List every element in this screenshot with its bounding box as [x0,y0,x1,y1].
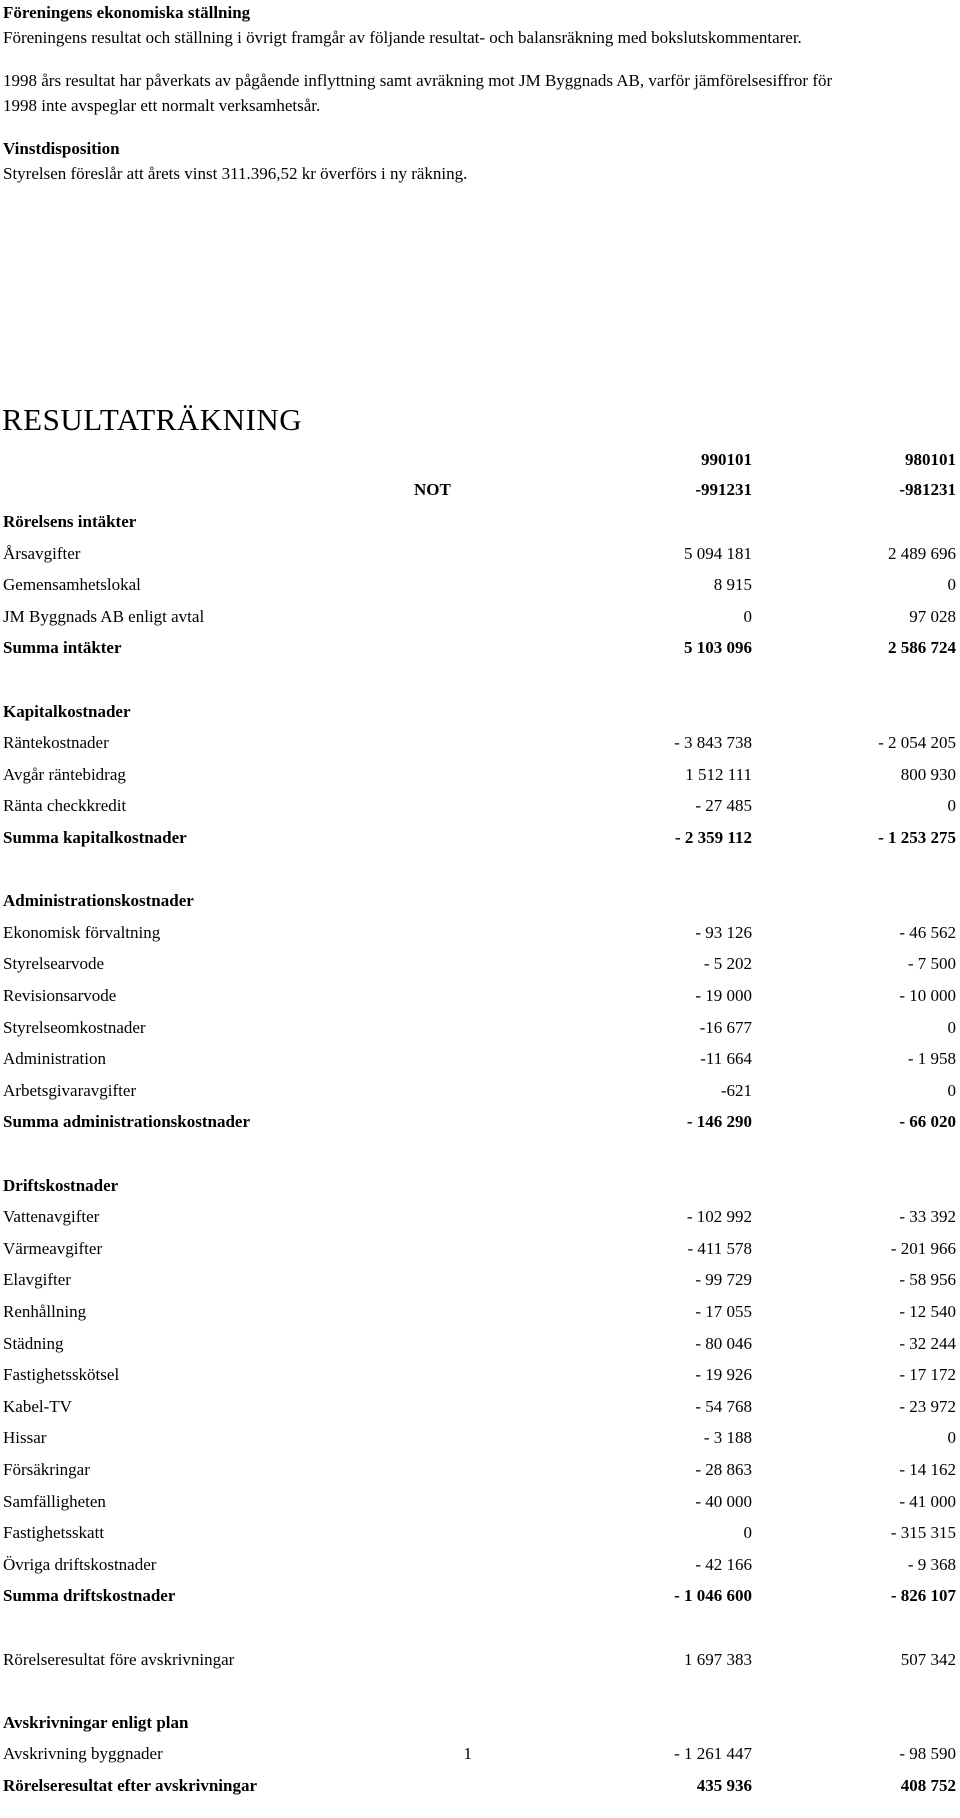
statement-row [0,697,960,727]
row-value-current: - 40 000 [695,1491,752,1511]
statement-row [0,886,960,916]
row-label: Avskrivningar enligt plan [3,1712,189,1732]
row-value-current: 0 [743,1523,752,1543]
statement-row [0,1708,960,1738]
row-value-current: - 1 046 600 [674,1586,752,1606]
intro-paragraph: Föreningens resultat och ställning i övrigt framgår av följande resultat- och balansräkning med bokslutskommentarer. [3,28,802,47]
row-label: Årsavgifter [3,543,81,563]
row-label: Rörelseresultat före avskrivningar [3,1649,235,1669]
row-value-previous: - 14 162 [899,1460,956,1479]
statement-row [0,1171,960,1201]
statement-row [0,1771,960,1801]
row-value-current: 5 103 096 [684,638,752,658]
row-label: Summa administrationskostnader [3,1112,251,1132]
row-value-current: - 3 188 [703,1428,752,1448]
row-value-current: -16 677 [699,1017,752,1037]
statement-spacer [0,1613,960,1643]
row-label: Fastighetsskatt [3,1523,105,1543]
row-label: Hissar [3,1428,47,1448]
statement-row [0,507,960,537]
row-label: Fastighetsskötsel [3,1365,120,1385]
statement-row [0,1423,960,1453]
intro-section [3,0,953,186]
period-2-start: 980101 [905,450,956,469]
row-value-previous: - 10 000 [899,986,956,1005]
row-label: Elavgifter [3,1270,71,1290]
row-label: Summa intäkter [3,638,122,658]
row-value-current: - 99 729 [695,1270,752,1290]
row-label: Försäkringar [3,1460,90,1479]
row-value-previous: 0 [947,1017,956,1037]
row-label: JM Byggnads AB enligt avtal [3,606,205,626]
row-label: Styrelsearvode [3,954,105,974]
row-value-current: - 54 768 [695,1396,752,1416]
row-value-current: - 19 926 [695,1365,752,1385]
row-value-previous: 0 [947,575,956,595]
row-value-current: - 411 578 [687,1238,752,1258]
row-value-current: 1 512 111 [685,764,752,784]
period-1-start: 990101 [701,450,752,469]
statement-row [0,570,960,600]
row-value-previous: 507 342 [900,1649,956,1669]
statement-row [0,1518,960,1548]
row-label: Summa driftskostnader [3,1586,176,1606]
row-value-previous: 97 028 [909,606,956,626]
statement-row [0,1392,960,1422]
statement-row [0,633,960,663]
row-value-previous: - 201 966 [890,1238,956,1258]
row-label: Driftskostnader [3,1175,119,1195]
statement-row [0,1739,960,1769]
statement-row [0,1265,960,1295]
statement-row [0,791,960,821]
statement-row [0,602,960,632]
row-label: Summa kapitalkostnader [3,828,187,847]
statement-row [0,1329,960,1359]
statement-row [0,728,960,758]
statement-row [0,1013,960,1043]
row-value-previous: - 315 315 [890,1523,956,1543]
note-column-header: NOT [414,480,451,499]
row-label: Ekonomisk förvaltning [3,922,161,942]
income-statement-title: RESULTATRÄKNING [2,402,303,437]
row-label: Städning [3,1333,64,1353]
row-value-previous: 0 [947,796,956,816]
row-value-current: 435 936 [696,1776,752,1795]
section-heading-profit-disposition: Vinstdisposition [3,139,120,158]
period-1-end: -991231 [695,480,752,499]
row-value-current: - 93 126 [695,922,752,942]
row-value-previous: 800 930 [900,764,956,784]
statement-row [0,1581,960,1611]
statement-row [0,1202,960,1232]
row-label: Rörelsens intäkter [3,512,137,531]
row-label: Gemensamhetslokal [3,575,141,595]
row-value-current: - 28 863 [695,1460,752,1479]
row-label: Samfälligheten [3,1491,106,1511]
profit-disposition-text: Styrelsen föreslår att årets vinst 311.396,52 kr överförs i ny räkning. [3,164,468,183]
comparison-note-line2: 1998 inte avspeglar ett normalt verksamhetsår. [3,96,321,115]
row-value-previous: 2 586 724 [888,638,956,658]
row-value-previous: 408 752 [900,1776,956,1795]
statement-row [0,1455,960,1485]
statement-row [0,1645,960,1675]
column-headers [0,445,960,505]
row-label: Övriga driftskostnader [3,1554,157,1574]
row-value-previous: 2 489 696 [888,543,956,563]
row-value-previous: - 1 958 [907,1049,956,1069]
row-value-current: -621 [720,1080,752,1100]
row-label: Administration [3,1049,106,1069]
row-value-previous: - 66 020 [899,1112,956,1132]
row-value-current: - 2 359 112 [675,828,752,847]
statement-row [0,539,960,569]
row-value-previous: - 46 562 [899,922,956,942]
row-label: Arbetsgivaravgifter [3,1080,137,1100]
row-label: Ränta checkkredit [3,796,127,816]
row-value-current: -11 664 [700,1049,752,1069]
row-label: Administrationskostnader [3,891,194,911]
row-value-current: - 146 290 [686,1112,752,1132]
row-value-current: 0 [743,606,752,626]
row-label: Styrelseomkostnader [3,1017,146,1037]
row-value-previous: - 17 172 [899,1365,956,1385]
statement-spacer [0,665,960,695]
row-label: Renhållning [3,1302,87,1321]
row-value-current: - 19 000 [695,986,752,1005]
section-heading-financial-position: Föreningens ekonomiska ställning [3,3,251,22]
row-value-previous: - 2 054 205 [878,733,956,753]
row-value-previous: - 58 956 [899,1270,956,1290]
row-value-current: - 5 202 [703,954,752,974]
row-label: Räntekostnader [3,733,109,753]
statement-row [0,918,960,948]
statement-row [0,1107,960,1137]
row-value-previous: - 9 368 [907,1554,956,1574]
statement-row [0,1297,960,1327]
statement-row [0,1550,960,1580]
row-value-previous: 0 [947,1080,956,1100]
row-value-previous: - 98 590 [899,1744,956,1764]
row-value-current: 1 697 383 [684,1649,752,1669]
statement-row [0,1487,960,1517]
statement-spacer [0,1676,960,1706]
statement-row [0,760,960,790]
row-value-current: 5 094 181 [684,543,752,563]
row-label: Avgår räntebidrag [3,764,126,784]
statement-row [0,981,960,1011]
row-value-previous: - 32 244 [899,1333,956,1353]
statement-spacer [0,1139,960,1169]
statement-row [0,1076,960,1106]
row-value-current: - 1 261 447 [674,1744,752,1764]
statement-spacer [0,855,960,885]
statement-row [0,1360,960,1390]
period-2-end: -981231 [899,480,956,499]
statement-row [0,1234,960,1264]
row-value-current: - 80 046 [695,1333,752,1353]
row-note: 1 [463,1744,472,1764]
row-label: Revisionsarvode [3,986,117,1005]
comparison-note-line1: 1998 års resultat har påverkats av pågående inflyttning samt avräkning mot JM Byggnads AB, varför jämförelsesiffror för [3,71,833,90]
row-label: Kabel-TV [3,1396,72,1416]
row-value-current: - 42 166 [695,1554,752,1574]
statement-row [0,823,960,853]
row-value-previous: 0 [947,1428,956,1448]
statement-row [0,1044,960,1074]
row-value-previous: - 12 540 [899,1302,956,1321]
row-value-previous: - 41 000 [899,1491,956,1511]
row-value-previous: - 33 392 [899,1207,956,1227]
row-value-previous: - 23 972 [899,1396,956,1416]
row-label: Vattenavgifter [3,1207,100,1227]
row-label: Avskrivning byggnader [3,1744,163,1764]
statement-row [0,949,960,979]
row-label: Kapitalkostnader [3,701,131,721]
row-value-previous: - 826 107 [890,1586,956,1606]
row-label: Rörelseresultat efter avskrivningar [3,1776,258,1795]
row-value-previous: - 7 500 [907,954,956,974]
row-label: Värmeavgifter [3,1238,103,1258]
row-value-current: - 17 055 [695,1302,752,1321]
row-value-current: 8 915 [713,575,752,595]
row-value-current: - 102 992 [686,1207,752,1227]
row-value-current: - 3 843 738 [674,733,752,753]
row-value-previous: - 1 253 275 [878,828,956,847]
row-value-current: - 27 485 [695,796,752,816]
